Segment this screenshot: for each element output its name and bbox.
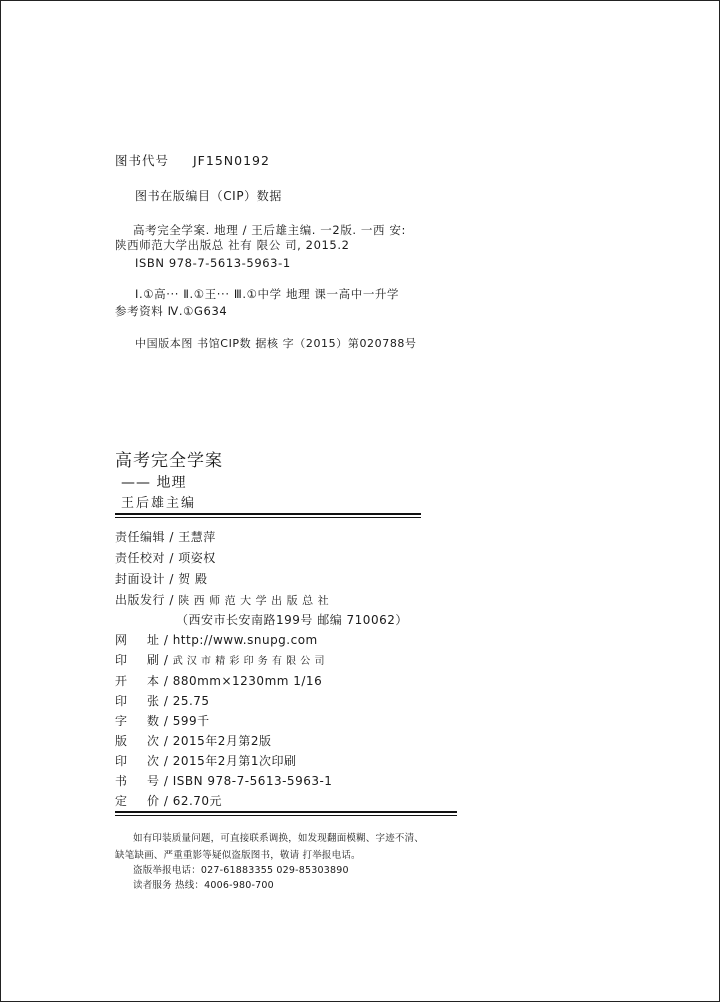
book-subtitle: —— 地理 [121,475,187,491]
spec-row [115,772,332,789]
spec-row [115,672,322,689]
spec-label-b: 张 / [147,694,169,708]
spec-value: 武 汉 市 精 彩 印 务 有 限 公 司 [172,656,325,667]
book-code-label: 图书代号 [115,153,170,168]
spec-value: ISBN 978-7-5613-5963-1 [172,774,333,788]
spec-label-b: 刷 / [147,653,169,667]
credit-label: 责任编辑 / [115,530,174,544]
spec-label-a: 版 [115,734,128,748]
cip-entry-line2: 陕西师范大学出版总 社有 限公 司, 2015.2 [115,238,350,252]
spec-label-a: 印 [115,694,128,708]
credit-value: 王慧萍 [178,530,216,544]
credit-label: 责任校对 / [115,551,174,565]
book-title: 高考完全学案 [115,451,223,471]
spec-row [115,792,222,809]
divider-top [115,513,421,518]
spec-label-a: 字 [115,714,128,728]
spec-row [115,712,210,729]
spec-label-b: 本 / [147,674,169,688]
spec-label-a: 印 [115,754,128,768]
cip-isbn: ISBN 978-7-5613-5963-1 [135,256,291,270]
spec-row [115,692,210,709]
notice-line1: 如有印装质量问题，可直接联系调换，如发现翻面模糊、字迹不清、 [133,833,425,844]
spec-value: 2015年2月第1次印刷 [172,754,297,768]
book-editor: 王后雄主编 [121,496,197,511]
credit-row [115,570,208,587]
spec-row [115,732,272,749]
spec-label-a: 印 [115,653,128,667]
credit-row [115,591,329,608]
spec-value: http://www.snupg.com [172,633,318,647]
spec-value: 599千 [172,714,210,728]
spec-label-b: 址 / [147,633,169,647]
spec-label-a: 定 [115,794,128,808]
book-code: JF15N0192 [192,153,270,168]
cip-heading: 图书在版编目（CIP）数据 [135,189,282,203]
credit-value: 贺 殿 [178,572,208,586]
cip-subject-line1: Ⅰ.①高··· Ⅱ.①王··· Ⅲ.①中学 地理 课一高中一升学 [135,287,400,301]
spec-value: 62.70元 [172,794,223,808]
publisher-address: （西安市长安南路199号 邮编 710062） [176,613,408,627]
spec-label-b: 价 / [147,794,169,808]
credit-value: 项姿权 [178,551,216,565]
spec-label-a: 开 [115,674,128,688]
piracy-report-line: 盗版举报电话：027-61883355 029-85303890 [133,865,349,876]
spec-label-b: 号 / [147,774,169,788]
spec-value: 2015年2月第2版 [172,734,272,748]
credit-label: 封面设计 / [115,572,174,586]
credit-label: 出版发行 / [115,593,174,607]
credit-value: 陕 西 师 范 大 学 出 版 总 社 [178,594,330,607]
spec-value: 25.75 [172,694,210,708]
spec-label-b: 次 / [147,734,169,748]
spec-label-b: 次 / [147,754,169,768]
spec-label-b: 数 / [147,714,169,728]
cip-record: 中国版本图 书馆CIP数 据核 字（2015）第020788号 [135,337,417,350]
book-code-line [115,151,270,169]
spec-row [115,631,318,648]
spec-value: 880mm×1230mm 1/16 [172,674,323,688]
credit-row [115,549,216,566]
cip-subject-line2: 参考资料 Ⅳ.①G634 [115,304,228,318]
spec-row [115,752,297,769]
divider-bottom [115,811,457,816]
spec-row [115,651,325,668]
cip-entry-line1: 高考完全学案. 地理 / 王后雄主编. 一2版. 一西 安: [133,223,406,237]
credit-row [115,528,216,545]
notice-line2: 缺笔缺画、严重重影等疑似盗版图书，敬请 打举报电话。 [115,850,361,861]
reader-service-line: 读者服务 热线：4006-980-700 [133,880,274,891]
spec-label-a: 网 [115,633,128,647]
spec-label-a: 书 [115,774,128,788]
